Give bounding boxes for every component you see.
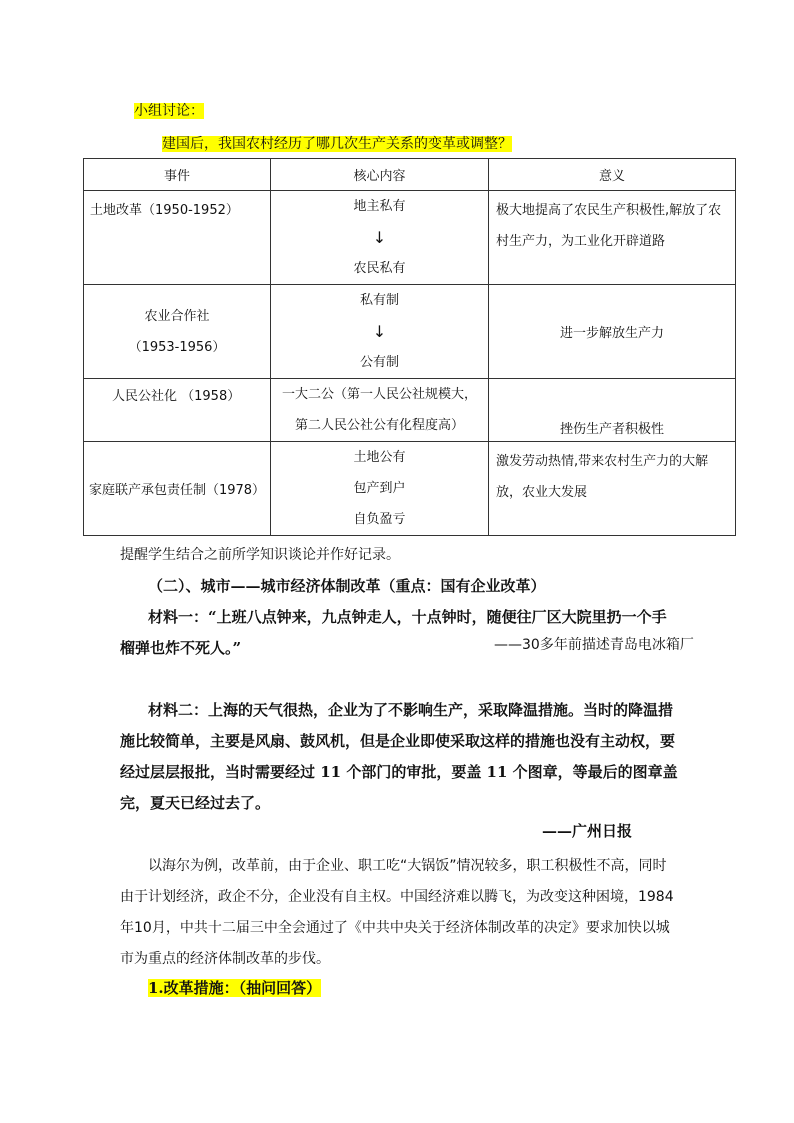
table-header-row: [84, 159, 736, 191]
table-row: [84, 191, 736, 285]
discussion-question: 建国后，我国农村经历了哪几次生产关系的变革或调整？: [162, 136, 512, 152]
material-two: 材料二：上海的天气很热，企业为了不影响生产，采取降温措施。当时的降温措施比较简单，主要是风扇、鼓风机，但是企业即使采取这样的措施也没有主动权，要经过层层报批，当时需要经过 11 个部门的审批，要盖 11 个图章，等最后的图章盖完，夏天已经过去了。: [120, 701, 678, 812]
table-row: [84, 442, 736, 536]
meaning-cell: 激发劳动热情,带来农村生产力的大解放，农业大发展: [489, 442, 736, 536]
down-arrow-icon: ↓: [372, 228, 387, 247]
content-cell: 私有制 ↓ 公有制: [271, 285, 489, 379]
haier-paragraph: 以海尔为例，改革前，由于企业、职工吃“大锅饭”情况较多，职工积极性不高，同时由于计划经济，政企不分，企业没有自主权。中国经济难以腾飞，为改变这种困境，1984年10月，中共十二届三中全会通过了《中共中央关于经济体制改革的决定》要求加快以城市为重点的经济体制改革的步伐。: [120, 858, 674, 967]
event-cell: 农业合作社 （1953-1956）: [84, 285, 271, 379]
meaning-cell: 极大地提高了农民生产积极性,解放了农村生产力，为工业化开辟道路: [489, 191, 736, 285]
material-one: 材料一：“上班八点钟来，九点钟走人，十点钟时，随便往厂区大院里扔一个手榴弹也炸不死人。”: [120, 608, 667, 657]
event-cell: 人民公社化 （1958）: [84, 379, 271, 442]
teacher-note: 提醒学生结合之前所学知识谈论并作好记录。: [120, 547, 400, 563]
header-meaning: 意义: [489, 159, 736, 191]
header-event: 事件: [84, 159, 271, 191]
content-cell: 一大二公（第一人民公社规模大， 第二人民公社公有化程度高）: [271, 379, 489, 442]
meaning-cell: 进一步解放生产力: [489, 285, 736, 379]
table-row: [84, 285, 736, 379]
event-cell: 家庭联产承包责任制（1978）: [84, 442, 271, 536]
reform-measures-heading: 1.改革措施：（抽问回答）: [148, 979, 322, 997]
rural-reform-table: [83, 158, 736, 536]
group-discussion-label: 小组讨论：: [134, 103, 204, 119]
header-core-content: 核心内容: [271, 159, 489, 191]
table-row: [84, 379, 736, 442]
content-cell: 地主私有 ↓ 农民私有: [271, 191, 489, 285]
down-arrow-icon: ↓: [372, 322, 387, 341]
meaning-cell: 挫伤生产者积极性: [489, 379, 736, 442]
material-one-source: ——30多年前描述青岛电冰箱厂: [494, 637, 694, 653]
event-cell: 土地改革（1950-1952）: [84, 191, 271, 285]
content-cell: 土地公有 包产到户 自负盈亏: [271, 442, 489, 536]
section-title: （二）、城市——城市经济体制改革（重点：国有企业改革）: [148, 577, 546, 595]
material-two-source: ——广州日报: [542, 822, 633, 840]
